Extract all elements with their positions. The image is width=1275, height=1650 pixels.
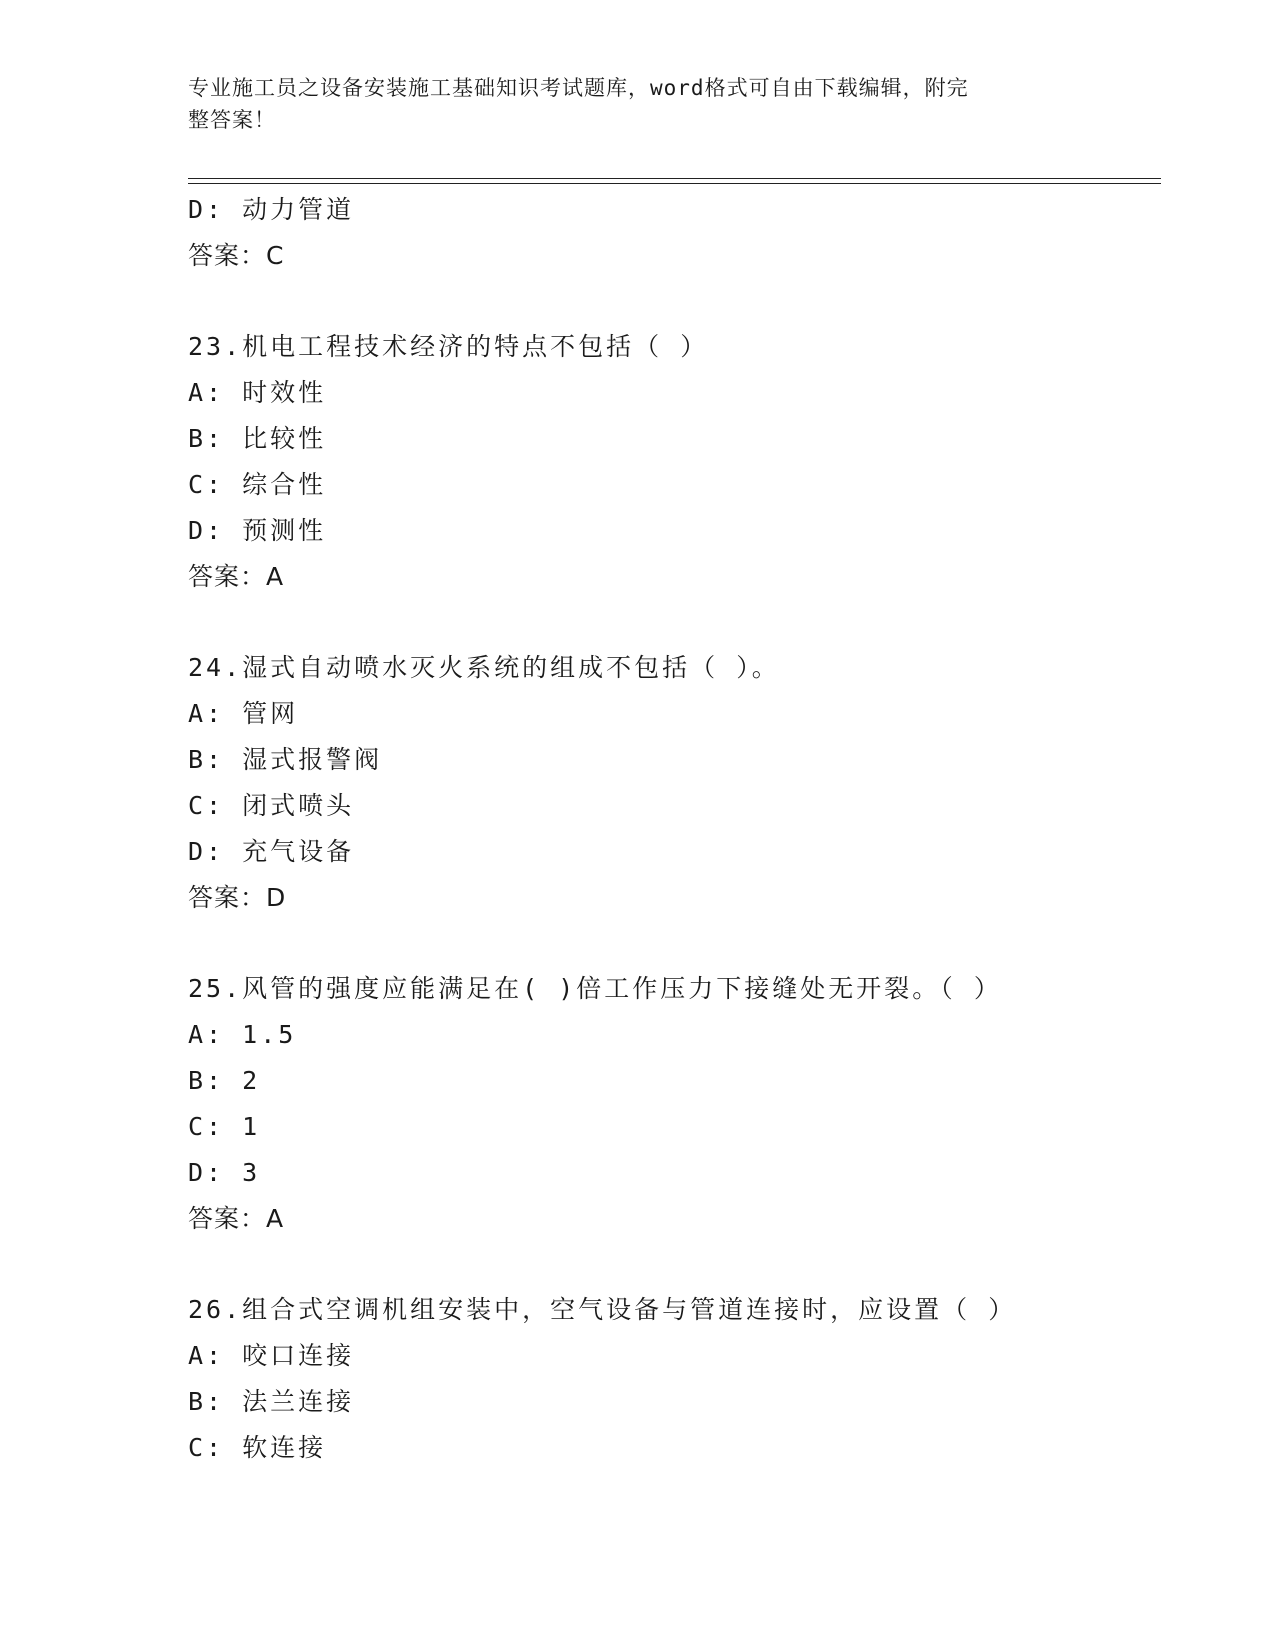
question-23-option-a: A: 时效性 [188,378,327,407]
question-25-option-b: B: 2 [188,1066,261,1095]
question-23-stem: 23.机电工程技术经济的特点不包括（ ） [188,332,709,361]
question-23-option-d: D: 预测性 [188,516,327,545]
answer-line: 答案：C [188,241,285,270]
question-25-option-a: A: 1.5 [188,1020,297,1049]
question-25-option-c: C: 1 [188,1112,261,1141]
question-25-stem: 25.风管的强度应能满足在( )倍工作压力下接缝处无开裂。（ ） [188,974,1002,1003]
question-24-option-b: B: 湿式报警阀 [188,745,383,774]
question-26-option-b: B: 法兰连接 [188,1387,355,1416]
option-d: D: 动力管道 [188,195,355,224]
question-24-option-a: A: 管网 [188,699,299,728]
header-divider-bottom [188,183,1161,184]
question-26-option-c: C: 软连接 [188,1433,327,1462]
question-25-option-d: D: 3 [188,1158,261,1187]
spacer [188,279,1168,324]
spacer [188,1242,1168,1287]
header-line-1: 专业施工员之设备安装施工基础知识考试题库，word格式可自由下载编辑，附完 [188,76,969,100]
question-23-option-b: B: 比较性 [188,424,327,453]
header-divider-top [188,178,1161,179]
question-25-answer: 答案：A [188,1204,285,1233]
question-24-option-d: D: 充气设备 [188,837,355,866]
question-list [188,187,1168,1471]
question-24-answer: 答案：D [188,883,287,912]
question-23-option-c: C: 综合性 [188,470,327,499]
header-line-2: 整答案！ [188,108,276,132]
question-24-option-c: C: 闭式喷头 [188,791,355,820]
question-24-stem: 24.湿式自动喷水灭火系统的组成不包括（ ）。 [188,653,780,682]
spacer [188,600,1168,645]
question-26-option-a: A: 咬口连接 [188,1341,355,1370]
spacer [188,921,1168,966]
question-23-answer: 答案：A [188,562,285,591]
document-header [188,72,1088,136]
question-26-stem: 26.组合式空调机组安装中，空气设备与管道连接时，应设置（ ） [188,1295,1017,1324]
